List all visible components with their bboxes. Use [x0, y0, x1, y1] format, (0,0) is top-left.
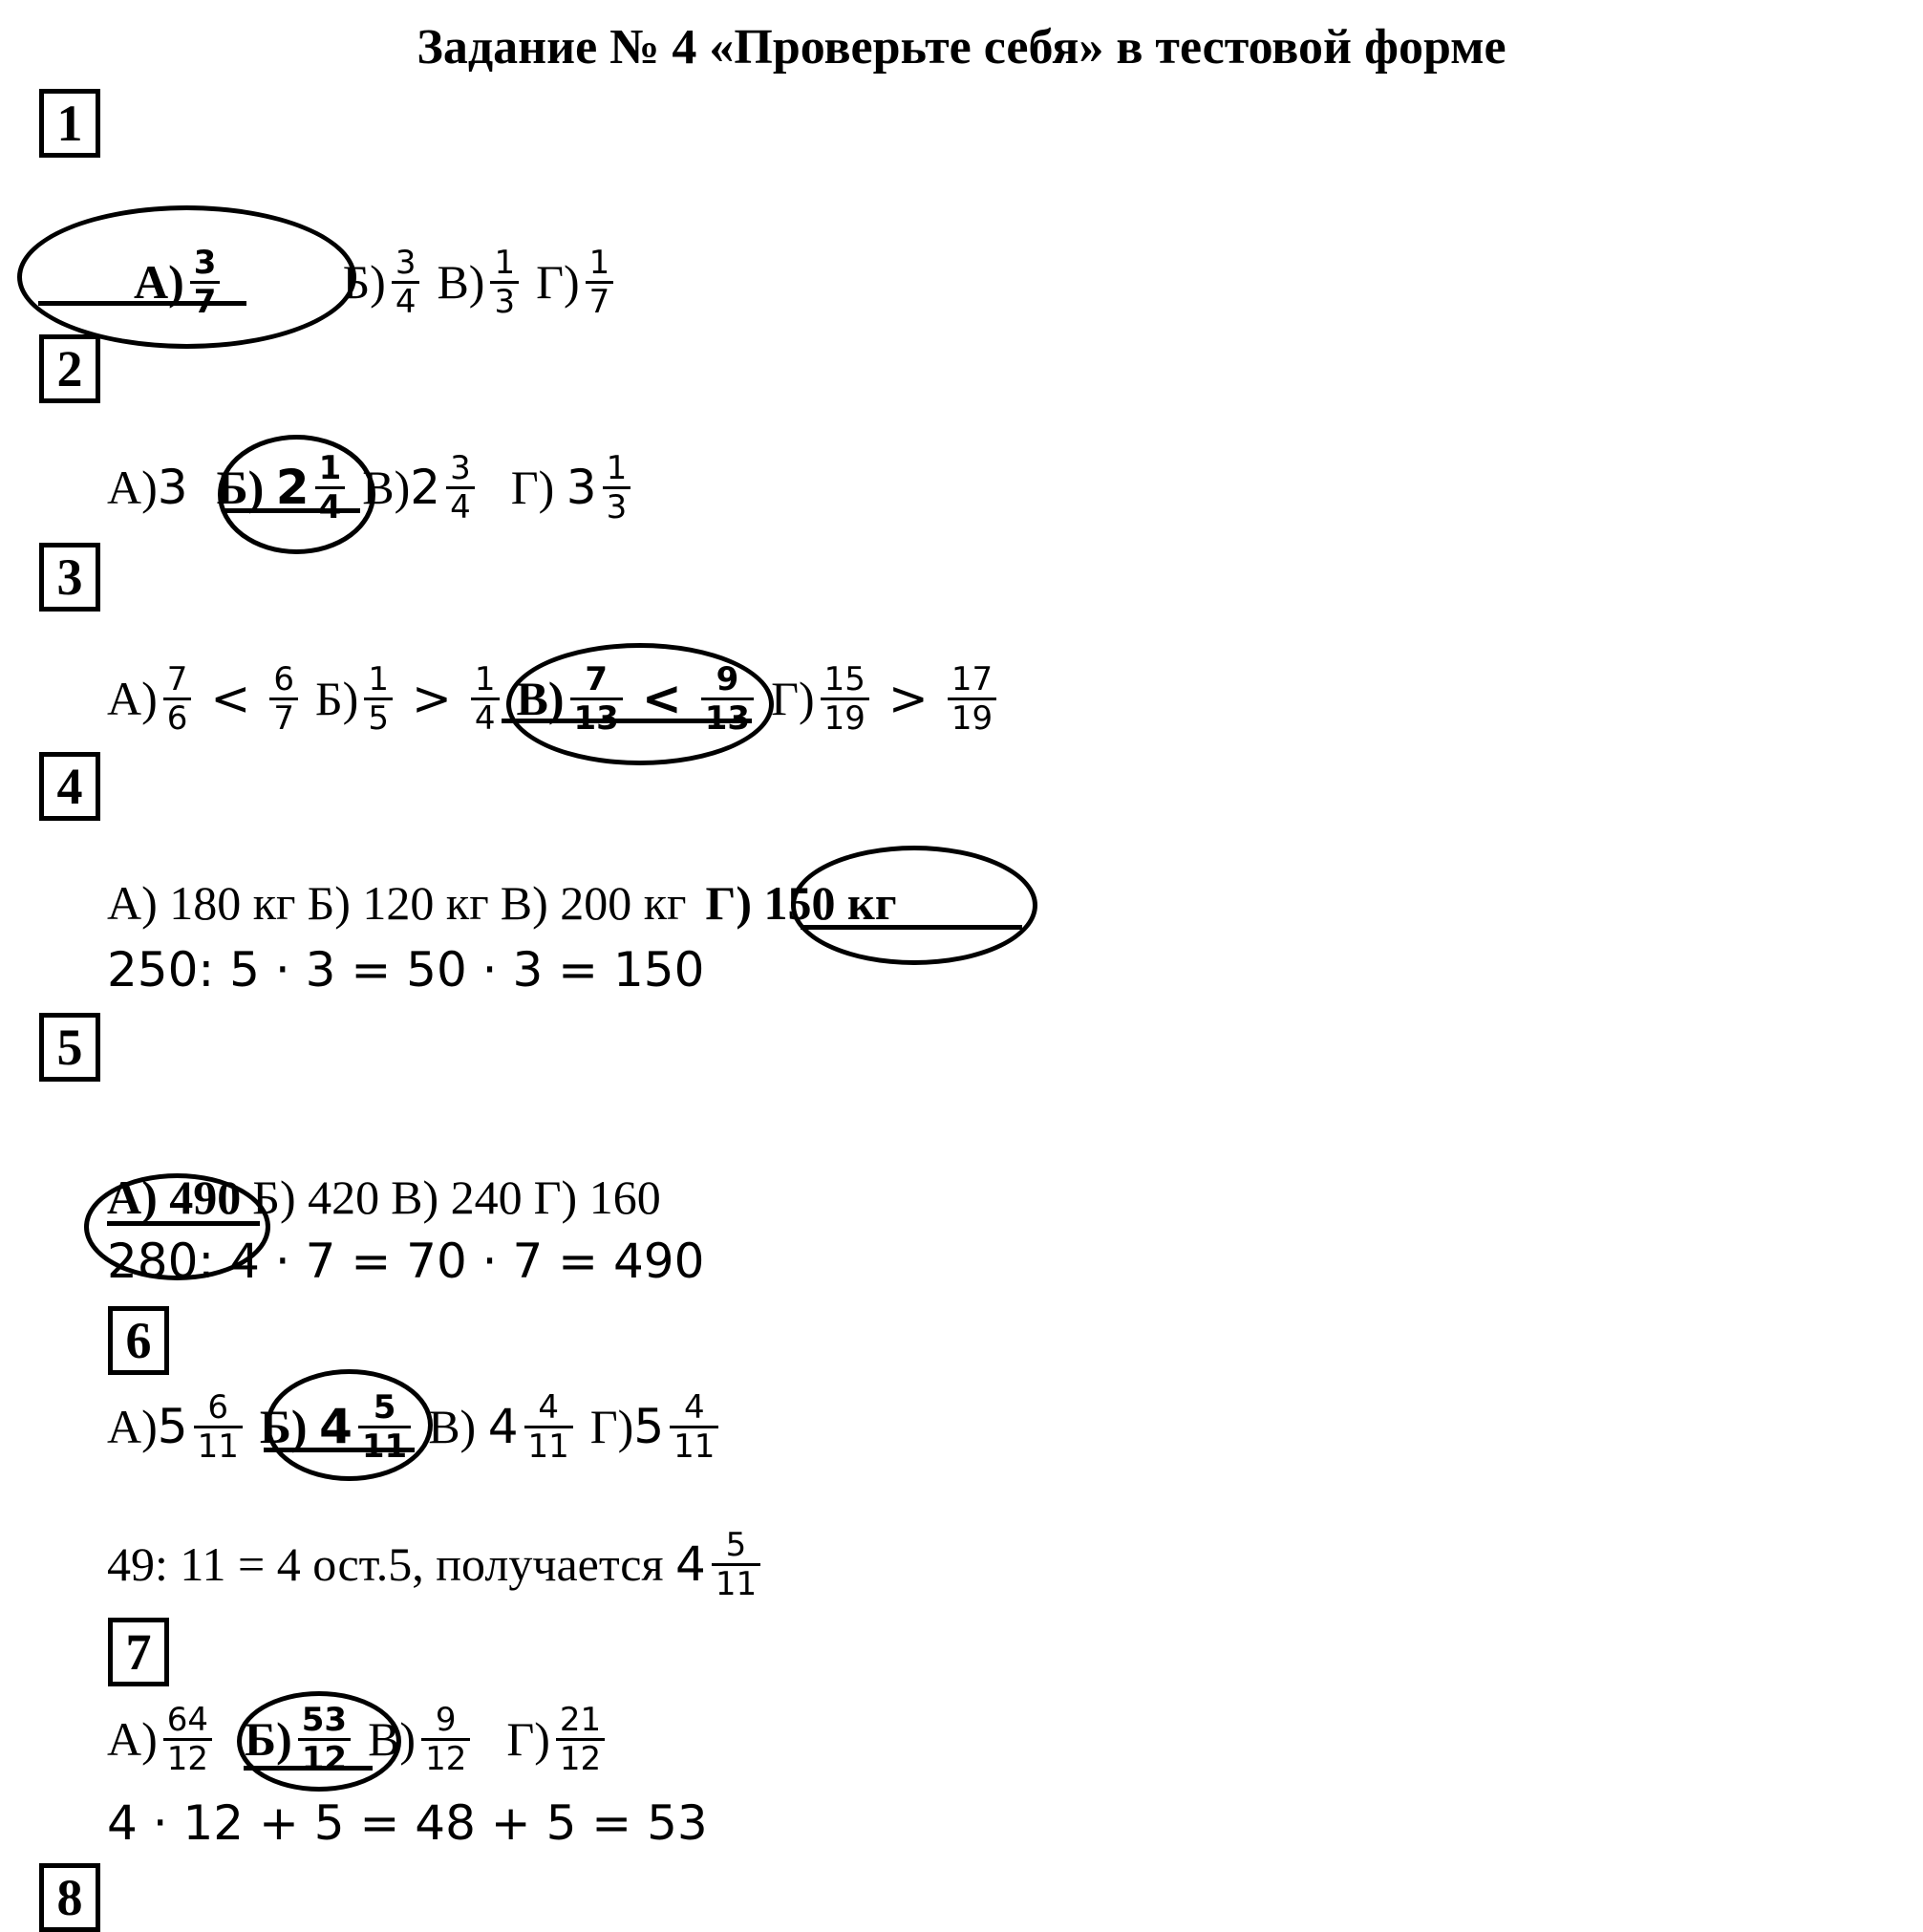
option-b[interactable]: Б) 4 $\frac{5}{11}$: [260, 1389, 417, 1465]
fraction: $\frac{5}{11}$: [712, 1527, 760, 1602]
task-number-6: 6: [108, 1306, 169, 1375]
option-b[interactable]: Б) $\frac{53}{12}$: [245, 1702, 356, 1777]
option-b[interactable]: Б) $\frac{1}{5}$ > $\frac{1}{4}$: [315, 661, 505, 737]
option-b[interactable]: Б) $\frac{3}{4}$: [342, 245, 425, 320]
task-options-1: [134, 239, 630, 325]
solution-6: 49: 11 = 4 ост.5, получается 4 $\frac{5}{11}$: [107, 1521, 766, 1607]
fraction: $\frac{1}{4}$: [471, 661, 500, 737]
task-number-5: 5: [39, 1013, 100, 1082]
option-c[interactable]: В) $\frac{1}{3}$: [437, 245, 524, 320]
option-a[interactable]: А) $\frac{64}{12}$: [107, 1702, 218, 1777]
option-c[interactable]: В) 200 кг: [500, 876, 687, 930]
fraction: $\frac{1}{3}$: [603, 450, 631, 526]
option-a[interactable]: А) 5 $\frac{6}{11}$: [107, 1389, 248, 1465]
option-c[interactable]: В) 2 $\frac{3}{4}$: [362, 450, 480, 526]
option-c[interactable]: В) 240: [391, 1170, 523, 1224]
fraction: $\frac{15}{19}$: [821, 661, 869, 737]
task-options-3: [107, 655, 1014, 741]
option-d[interactable]: Г) 160: [533, 1170, 661, 1224]
option-d[interactable]: Г) $\frac{21}{12}$: [506, 1702, 610, 1777]
page-title: Задание № 4 «Проверьте себя» в тестовой форме: [417, 20, 1506, 75]
option-d[interactable]: Г) $\frac{15}{19}$ > $\frac{17}{19}$: [771, 661, 1002, 737]
option-b[interactable]: Б) 420: [252, 1170, 380, 1224]
task-options-4: [107, 860, 908, 946]
fraction: $\frac{4}{11}$: [670, 1389, 718, 1465]
fraction: $\frac{1}{3}$: [490, 245, 519, 320]
option-a[interactable]: А) 490: [107, 1170, 242, 1224]
fraction: $\frac{9}{13}$: [701, 661, 754, 737]
fraction: $\frac{1}{7}$: [586, 245, 614, 320]
option-a[interactable]: А) 3: [107, 460, 188, 515]
fraction: $\frac{17}{19}$: [948, 661, 996, 737]
option-d[interactable]: Г) $\frac{1}{7}$: [536, 245, 619, 320]
fraction: $\frac{7}{13}$: [570, 661, 623, 737]
option-a[interactable]: А) $\frac{7}{6}$ < $\frac{6}{7}$: [107, 661, 304, 737]
fraction: $\frac{3}{4}$: [392, 245, 420, 320]
task-number-8: 8: [39, 1863, 100, 1932]
fraction: $\frac{9}{12}$: [421, 1702, 470, 1777]
task-options-6: [107, 1384, 736, 1470]
fraction: $\frac{5}{11}$: [358, 1389, 411, 1465]
solution-7: 4 · 12 + 5 = 48 + 5 = 53: [107, 1795, 708, 1851]
task-options-2: [107, 444, 648, 530]
option-d[interactable]: Г) 150 кг: [705, 876, 897, 930]
task-number-2: 2: [39, 334, 100, 403]
option-b[interactable]: Б) 2 $\frac{1}{4}$: [217, 450, 352, 526]
fraction: $\frac{53}{12}$: [298, 1702, 351, 1777]
fraction: $\frac{4}{11}$: [524, 1389, 573, 1465]
option-c[interactable]: В) $\frac{9}{12}$: [368, 1702, 476, 1777]
option-c[interactable]: В) $\frac{7}{13}$ < $\frac{9}{13}$: [517, 661, 760, 737]
task-number-3: 3: [39, 543, 100, 612]
task-number-1: 1: [39, 89, 100, 158]
task-number-4: 4: [39, 752, 100, 821]
option-a[interactable]: А) 180 кг: [107, 876, 296, 930]
task-number-7: 7: [108, 1618, 169, 1686]
fraction: $\frac{1}{4}$: [315, 450, 346, 526]
task-options-7: [107, 1696, 622, 1782]
fraction: $\frac{7}{6}$: [163, 661, 192, 737]
fraction: $\frac{6}{11}$: [194, 1389, 243, 1465]
fraction: $\frac{64}{12}$: [163, 1702, 212, 1777]
fraction: $\frac{3}{7}$: [190, 245, 221, 320]
fraction: $\frac{21}{12}$: [556, 1702, 605, 1777]
fraction: $\frac{6}{7}$: [269, 661, 298, 737]
task-options-5: [107, 1154, 673, 1240]
option-a[interactable]: А) $\frac{3}{7}$: [134, 245, 225, 320]
option-b[interactable]: Б) 120 кг: [307, 876, 489, 930]
option-c[interactable]: В) 4 $\frac{4}{11}$: [428, 1389, 579, 1465]
fraction: $\frac{3}{4}$: [446, 450, 475, 526]
solution-4: 250: 5 · 3 = 50 · 3 = 150: [107, 942, 705, 998]
option-d[interactable]: Г) 3 $\frac{1}{3}$: [511, 450, 637, 526]
solution-5: 280: 4 · 7 = 70 · 7 = 490: [107, 1234, 705, 1289]
fraction: $\frac{1}{5}$: [364, 661, 393, 737]
option-d[interactable]: Г) 5 $\frac{4}{11}$: [590, 1389, 725, 1465]
